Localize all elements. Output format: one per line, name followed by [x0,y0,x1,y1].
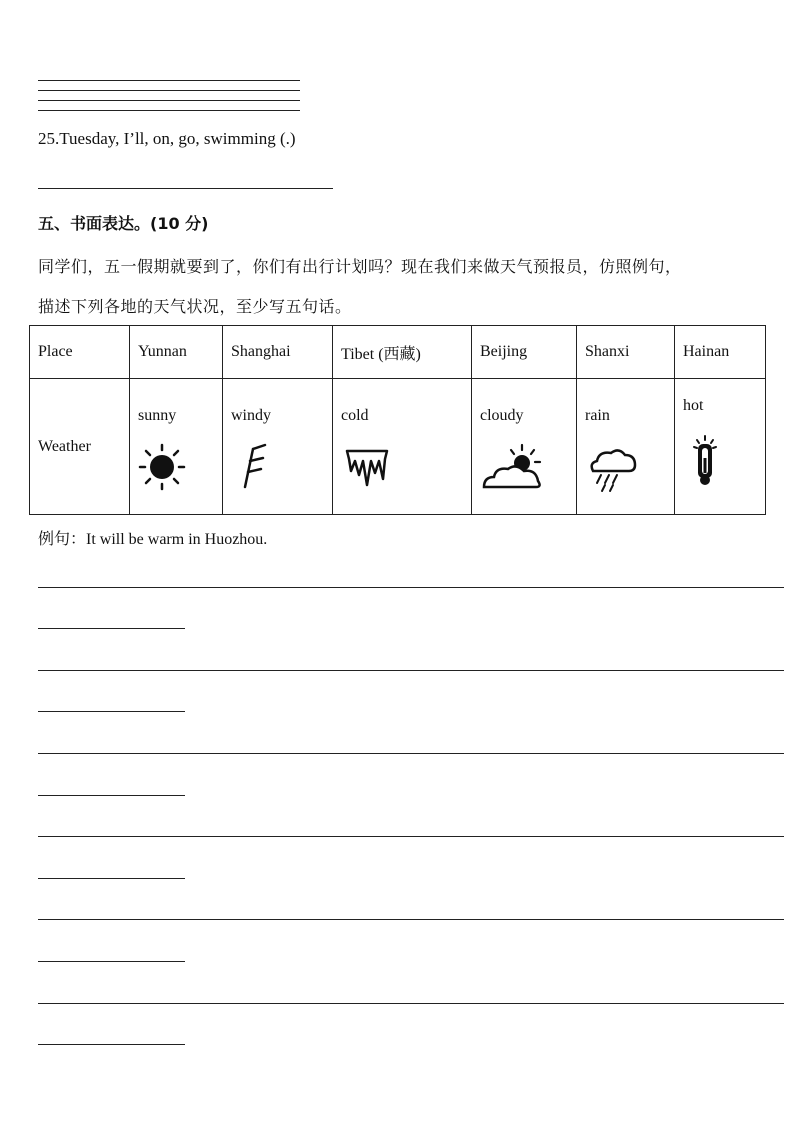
place-cell: Hainan [675,326,766,379]
weather-table [29,325,766,515]
answer-line [38,110,300,111]
table-row [30,326,766,379]
table-row [30,379,766,515]
writing-line-short[interactable] [38,711,185,712]
header-label: Place [30,326,130,379]
writing-line[interactable] [38,587,784,588]
place-cell: Beijing [472,326,577,379]
writing-line[interactable] [38,670,784,671]
row-label: Weather [30,379,130,515]
weather-cell [130,379,223,515]
writing-line-short[interactable] [38,961,185,962]
instruction-line-2: 描述下列各地的天气状况，至少写五句话。 [38,297,352,316]
wind-icon [231,441,285,493]
place-cell: Tibet (西藏) [333,326,472,379]
weather-cell [577,379,675,515]
writing-line[interactable] [38,1003,784,1004]
question-25-answer-line[interactable] [38,188,333,189]
thermometer-icon [683,434,737,486]
weather-cell [472,379,577,515]
weather-label: cloudy [480,407,524,424]
answer-line [38,90,300,91]
answer-line [38,80,300,81]
writing-line-short[interactable] [38,795,185,796]
place-cell: Shanghai [223,326,333,379]
cloudy-icon [480,441,546,493]
place-cell: Shanxi [577,326,675,379]
writing-line-short[interactable] [38,1044,185,1045]
writing-line[interactable] [38,919,784,920]
weather-label: rain [585,407,610,424]
weather-cell [223,379,333,515]
place-cell: Yunnan [130,326,223,379]
writing-line-short[interactable] [38,628,185,629]
weather-cell [333,379,472,515]
writing-line[interactable] [38,836,784,837]
rain-cloud-icon [585,441,639,493]
weather-label: sunny [138,407,177,424]
weather-label: windy [231,407,271,424]
weather-label: hot [683,397,704,414]
icicle-icon [341,441,395,493]
example-sentence: 例句：It will be warm in Huozhou. [38,531,268,548]
question-25: 25.Tuesday, I’ll, on, go, swimming (.) [38,129,296,148]
answer-line [38,100,300,101]
sun-icon [138,441,192,493]
weather-cell [675,379,766,515]
section-heading: 五、书面表达。(10 分) [38,214,209,233]
instruction-line-1: 同学们，五一假期就要到了，你们有出行计划吗？现在我们来做天气预报员，仿照例句， [38,257,682,276]
writing-line-short[interactable] [38,878,185,879]
weather-label: cold [341,407,369,424]
writing-line[interactable] [38,753,784,754]
